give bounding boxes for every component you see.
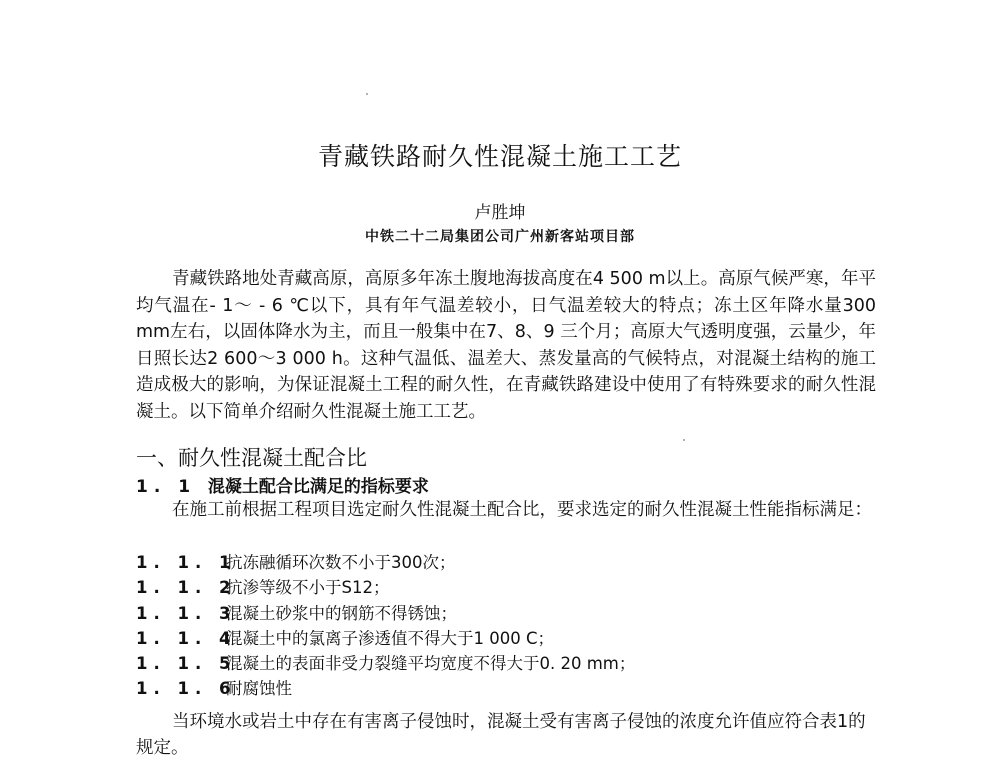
subsection-number: 1. 1 — [136, 477, 197, 497]
requirement-number: 1. 1. 6 — [136, 679, 237, 699]
requirement-number: 1. 1. 2 — [136, 578, 237, 598]
requirement-list — [136, 550, 635, 702]
subsection-intro-text: 在施工前根据工程项目选定耐久性混凝土配合比，要求选定的耐久性混凝土性能指标满足： — [172, 500, 872, 520]
requirement-number: 1. 1. 1 — [136, 553, 237, 572]
requirement-item — [136, 575, 635, 600]
closing-paragraph — [136, 710, 876, 761]
document-title: 青藏铁路耐久性混凝土施工工艺 — [317, 142, 682, 171]
requirement-number: 1. 1. 5 — [136, 654, 237, 674]
requirement-text: 混凝土砂浆中的钢筋不得锈蚀； — [226, 603, 457, 623]
requirement-item — [136, 651, 635, 676]
requirement-number: 1. 1. 3 — [136, 603, 237, 623]
scan-speck — [366, 93, 368, 95]
requirement-text: 抗渗等级不小于S12； — [226, 578, 390, 598]
requirement-item — [136, 676, 635, 701]
requirement-item — [136, 550, 635, 575]
intro-paragraph — [136, 266, 876, 425]
requirement-item — [136, 601, 635, 626]
requirement-number: 1. 1. 4 — [136, 628, 237, 648]
subsection-title: 混凝土配合比满足的指标要求 — [207, 477, 429, 497]
requirement-item — [136, 626, 635, 651]
requirement-text: 混凝土的表面非受力裂缝平均宽度不得大于0. 20 mm； — [226, 654, 636, 674]
subsection-heading — [136, 472, 429, 497]
scan-speck — [683, 439, 685, 441]
requirement-text: 耐腐蚀性 — [226, 679, 292, 699]
section-heading: 一、耐久性混凝土配合比 — [136, 446, 367, 470]
author-affiliation: 中铁二十二局集团公司广州新客站项目部 — [365, 229, 635, 245]
closing-text: 当环境水或岩土中存在有害离子侵蚀时，混凝土受有害离子侵蚀的浓度允许值应符合表1的规定。 — [136, 712, 866, 758]
requirement-text: 混凝土中的氯离子渗透值不得大于1 000 C； — [226, 628, 555, 648]
intro-text: 青藏铁路地处青藏高原，高原多年冻土腹地海拔高度在4 500 m以上。高原气候严寒，年平均气温在- 1～ - 6 ℃以下，具有年气温差较小，日气温差较大的特点；冻土区年降水量300 mm左右，以固体降水为主，而且一般集中在7、8、9 三个月；高原大气透明度强，云量少，年日照长达2 600～3 000 h。这种气温低、温差大、蒸发量高的气候特点，对混凝土结构的施工造成极大的影响，为保证混凝土工程的耐久性，在青藏铁路建设中使用了有特殊要求的耐久性混凝土。以下简单介绍耐久性混凝土施工工艺。 — [136, 269, 876, 422]
subsection-intro-paragraph — [136, 498, 876, 524]
author-name: 卢胜坤 — [474, 203, 526, 223]
requirement-text: 抗冻融循环次数不小于300次； — [226, 553, 456, 572]
